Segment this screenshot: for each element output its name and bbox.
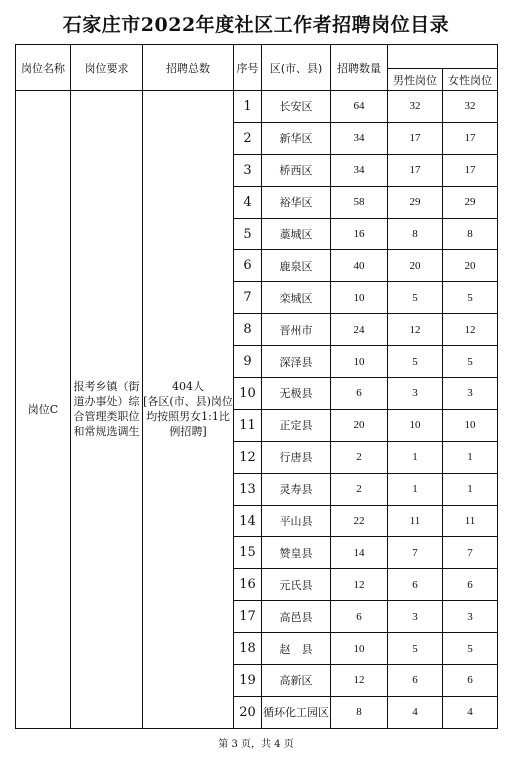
male-cell: 7 (388, 537, 443, 569)
seq-cell: 8 (234, 314, 262, 346)
seq-cell: 5 (234, 218, 262, 250)
count-cell: 58 (331, 186, 388, 218)
female-cell: 20 (443, 250, 498, 282)
district-cell: 平山县 (262, 505, 331, 537)
requirement-cell: 报考乡镇（街道办事处）综合管理类职位和常规选调生 (71, 91, 143, 729)
female-cell: 10 (443, 409, 498, 441)
district-cell: 长安区 (262, 91, 331, 123)
header-count: 招聘数量 (331, 45, 388, 91)
count-cell: 14 (331, 537, 388, 569)
female-cell: 29 (443, 186, 498, 218)
district-cell: 晋州市 (262, 314, 331, 346)
district-cell: 藁城区 (262, 218, 331, 250)
male-cell: 5 (388, 282, 443, 314)
seq-cell: 11 (234, 409, 262, 441)
male-cell: 11 (388, 505, 443, 537)
female-cell: 8 (443, 218, 498, 250)
count-cell: 6 (331, 378, 388, 410)
female-cell: 3 (443, 378, 498, 410)
seq-cell: 18 (234, 633, 262, 665)
count-cell: 12 (331, 569, 388, 601)
female-cell: 1 (443, 441, 498, 473)
female-cell: 1 (443, 473, 498, 505)
male-cell: 5 (388, 346, 443, 378)
district-cell: 元氏县 (262, 569, 331, 601)
seq-cell: 4 (234, 186, 262, 218)
seq-cell: 16 (234, 569, 262, 601)
male-cell: 3 (388, 378, 443, 410)
count-cell: 10 (331, 282, 388, 314)
page-title: 石家庄市2022年度社区工作者招聘岗位目录 (62, 14, 450, 36)
count-cell: 40 (331, 250, 388, 282)
district-cell: 正定县 (262, 409, 331, 441)
district-cell: 鹿泉区 (262, 250, 331, 282)
male-cell: 32 (388, 91, 443, 123)
female-cell: 3 (443, 601, 498, 633)
page-footer: 第 3 页，共 4 页 (218, 739, 294, 750)
district-cell: 行唐县 (262, 441, 331, 473)
seq-cell: 13 (234, 473, 262, 505)
count-cell: 64 (331, 91, 388, 123)
table-row (16, 91, 498, 123)
seq-cell: 2 (234, 122, 262, 154)
seq-cell: 3 (234, 154, 262, 186)
district-cell: 赵 县 (262, 633, 331, 665)
district-cell: 灵寿县 (262, 473, 331, 505)
header-spacer (388, 45, 498, 69)
district-cell: 高新区 (262, 665, 331, 697)
district-cell: 赞皇县 (262, 537, 331, 569)
male-cell: 12 (388, 314, 443, 346)
count-cell: 8 (331, 696, 388, 728)
count-cell: 24 (331, 314, 388, 346)
count-cell: 2 (331, 441, 388, 473)
male-cell: 4 (388, 696, 443, 728)
male-cell: 29 (388, 186, 443, 218)
header-total: 招聘总数 (143, 45, 234, 91)
female-cell: 5 (443, 633, 498, 665)
district-cell: 新华区 (262, 122, 331, 154)
header-female: 女性岗位 (443, 69, 498, 91)
seq-cell: 12 (234, 441, 262, 473)
female-cell: 12 (443, 314, 498, 346)
male-cell: 6 (388, 569, 443, 601)
male-cell: 20 (388, 250, 443, 282)
table-body (16, 91, 498, 729)
seq-cell: 7 (234, 282, 262, 314)
male-cell: 1 (388, 473, 443, 505)
male-cell: 8 (388, 218, 443, 250)
seq-cell: 9 (234, 346, 262, 378)
male-cell: 1 (388, 441, 443, 473)
district-cell: 深泽县 (262, 346, 331, 378)
header-requirement: 岗位要求 (71, 45, 143, 91)
post-name-cell: 岗位C (16, 91, 71, 729)
district-cell: 桥西区 (262, 154, 331, 186)
header-seq: 序号 (234, 45, 262, 91)
female-cell: 32 (443, 91, 498, 123)
female-cell: 17 (443, 122, 498, 154)
female-cell: 11 (443, 505, 498, 537)
female-cell: 6 (443, 665, 498, 697)
male-cell: 17 (388, 154, 443, 186)
male-cell: 17 (388, 122, 443, 154)
total-count: 404人 (172, 380, 204, 394)
district-cell: 裕华区 (262, 186, 331, 218)
female-cell: 6 (443, 569, 498, 601)
female-cell: 5 (443, 346, 498, 378)
male-cell: 6 (388, 665, 443, 697)
seq-cell: 15 (234, 537, 262, 569)
count-cell: 34 (331, 154, 388, 186)
total-cell (143, 91, 234, 729)
district-cell: 高邑县 (262, 601, 331, 633)
recruitment-table (15, 44, 498, 729)
count-cell: 6 (331, 601, 388, 633)
male-cell: 3 (388, 601, 443, 633)
seq-cell: 10 (234, 378, 262, 410)
seq-cell: 14 (234, 505, 262, 537)
seq-cell: 17 (234, 601, 262, 633)
header-post-name: 岗位名称 (16, 45, 71, 91)
count-cell: 10 (331, 346, 388, 378)
count-cell: 16 (331, 218, 388, 250)
female-cell: 17 (443, 154, 498, 186)
count-cell: 34 (331, 122, 388, 154)
seq-cell: 19 (234, 665, 262, 697)
count-cell: 22 (331, 505, 388, 537)
female-cell: 4 (443, 696, 498, 728)
female-cell: 7 (443, 537, 498, 569)
header-male: 男性岗位 (388, 69, 443, 91)
male-cell: 10 (388, 409, 443, 441)
header-district: 区(市、县) (262, 45, 331, 91)
count-cell: 2 (331, 473, 388, 505)
count-cell: 20 (331, 409, 388, 441)
seq-cell: 6 (234, 250, 262, 282)
male-cell: 5 (388, 633, 443, 665)
count-cell: 10 (331, 633, 388, 665)
district-cell: 无极县 (262, 378, 331, 410)
total-note: [各区(市、县)岗位均按照男女1:1比例招聘] (143, 395, 233, 439)
female-cell: 5 (443, 282, 498, 314)
seq-cell: 20 (234, 696, 262, 728)
seq-cell: 1 (234, 91, 262, 123)
district-cell: 循环化工园区 (262, 696, 331, 728)
count-cell: 12 (331, 665, 388, 697)
district-cell: 栾城区 (262, 282, 331, 314)
